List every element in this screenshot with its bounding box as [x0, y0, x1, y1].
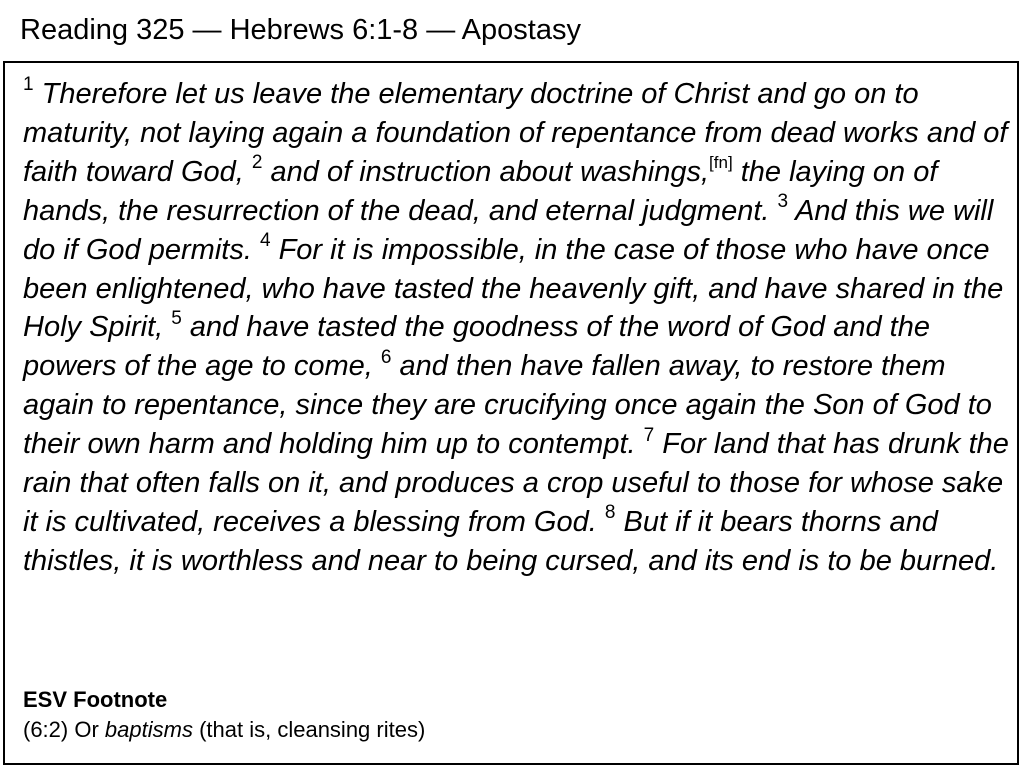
footnote-italic-word: baptisms: [104, 717, 193, 742]
verse-text: the laying on of hands, the resurrection of the dead, and eternal judgment.: [23, 155, 938, 227]
verse-number: 6: [380, 346, 392, 368]
footnote-rest: (that is, cleansing rites): [199, 717, 426, 742]
verse-text: For land that has drunk the rain that often falls on it, and produces a crop useful to those for whose sake it is cultivated, receives a blessing from God.: [23, 428, 1009, 538]
verse-number: 8: [604, 502, 616, 524]
verse-text: But if it bears thorns and thistles, it is worthless and near to being cursed, and its end is to be burned.: [23, 505, 999, 577]
verse-number: 3: [777, 191, 789, 213]
scripture-passage: [23, 75, 1013, 581]
verse-number: 7: [643, 424, 655, 446]
footnote-marker: [fn]: [709, 153, 733, 173]
footnote-reference: (6:2) Or: [23, 717, 99, 742]
verse-text: For it is impossible, in the case of those who have once been enlightened, who have tasted the heavenly gift, and have shared in the Holy Spirit,: [23, 233, 1004, 344]
passage-box: [3, 61, 1019, 765]
footnote-heading: ESV Footnote: [23, 687, 168, 712]
verse-number: 2: [251, 152, 263, 174]
footnote-text: [23, 715, 1013, 745]
verse-text: and then have fallen away, to restore them again to repentance, since they are crucifying once again the Son of God to their own harm and holding him up to contempt.: [23, 350, 992, 461]
verse-number: 5: [171, 307, 182, 329]
verse-text: Therefore let us leave the elementary doctrine of Christ and go on to maturity, not laying again a foundation of repentance from dead works and of faith toward God,: [23, 78, 1008, 188]
reading-title: Reading 325 — Hebrews 6:1-8 — Apostasy: [20, 14, 581, 46]
verse-text: and have tasted the goodness of the word of God and the powers of the age to come,: [23, 311, 930, 383]
footnote-section: [23, 685, 1013, 745]
verse-number: 4: [259, 229, 271, 251]
verse-number: 1: [23, 74, 34, 96]
verse-text: And this we will do if God permits.: [23, 194, 994, 266]
verse-text: and of instruction about washings,: [270, 155, 710, 188]
